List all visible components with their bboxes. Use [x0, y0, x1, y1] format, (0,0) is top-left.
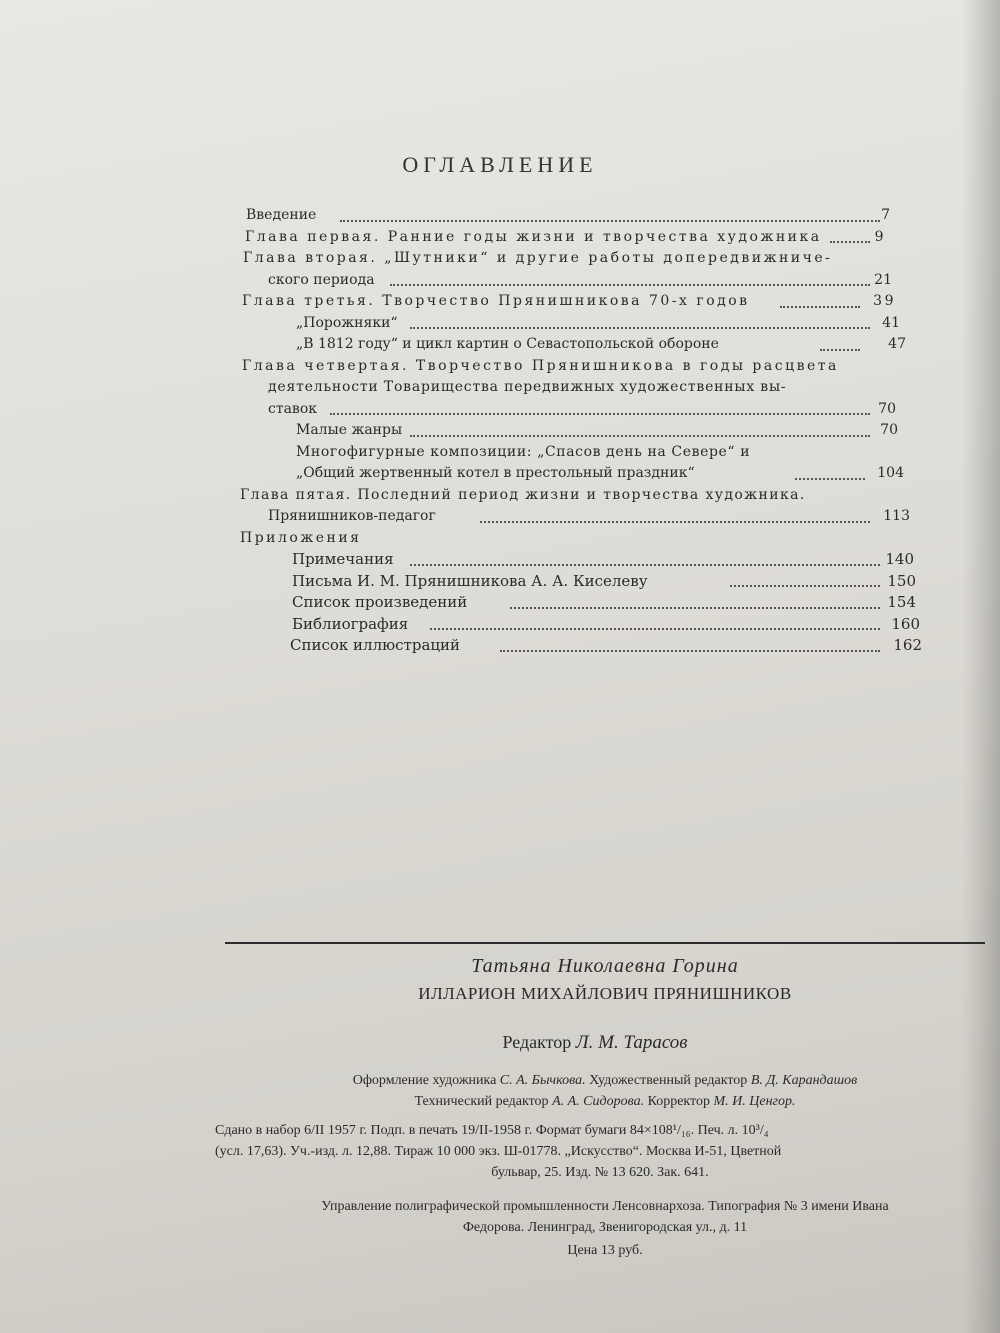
tech-editor-label: Технический редактор	[414, 1094, 549, 1109]
toc-entry	[240, 377, 920, 399]
plant-line: Управление полиграфической промышленности Ленсовнархоза. Типография № 3 имени Ивана	[321, 1199, 889, 1214]
print-details	[215, 1120, 985, 1183]
table-of-contents	[240, 205, 920, 657]
toc-entry-page: 70	[878, 400, 896, 417]
toc-entry	[240, 227, 920, 249]
editor-name: Л. М. Тарасов	[575, 1032, 688, 1053]
toc-entry-page: 47	[888, 336, 906, 352]
art-editor-label: Художественный редактор	[589, 1073, 748, 1088]
toc-entry	[240, 313, 920, 335]
toc-entry-page: 150	[887, 571, 916, 590]
toc-entry-text: Глава третья. Творчество Прянишникова 70-х годов	[242, 293, 750, 309]
toc-entry-text: „Порожняки“	[296, 314, 398, 331]
toc-entry	[240, 571, 920, 593]
toc-entry	[240, 549, 920, 571]
toc-entry	[240, 614, 920, 636]
toc-entry-page: 162	[893, 636, 922, 654]
toc-entry-text: Введение	[246, 207, 317, 223]
toc-entry	[240, 635, 920, 657]
print-line: (усл. 17,63). Уч.-изд. л. 12,88. Тираж 10 000 экз. Ш-01778. „Искусство“. Москва И-51, Цветной	[215, 1144, 782, 1159]
toc-entry	[240, 399, 920, 421]
toc-entry-text: „В 1812 году“ и цикл картин о Севастопольской обороне	[296, 336, 719, 352]
toc-entry-text: Список произведений	[292, 593, 468, 611]
toc-entry	[240, 270, 920, 292]
toc-entry-text: Письма И. М. Прянишникова А. А. Киселеву	[292, 571, 648, 590]
toc-entry-page: 140	[885, 550, 914, 568]
toc-entry-page: 160	[891, 614, 920, 633]
toc-title: ОГЛАВЛЕНИЕ	[402, 152, 598, 177]
toc-entry-text: Глава вторая. „Шутники“ и другие работы допередвижниче-	[243, 250, 833, 266]
author-name: Татьяна Николаевна Горина	[471, 955, 739, 977]
toc-entry-text: Глава пятая. Последний период жизни и творчества художника.	[240, 486, 806, 503]
toc-entry	[240, 442, 920, 464]
toc-entry-text: деятельности Товарищества передвижных художественных вы-	[268, 379, 787, 395]
editor-label: Редактор	[502, 1032, 572, 1052]
toc-entry-page: 154	[887, 593, 916, 611]
toc-entry-text: Приложения	[240, 529, 362, 546]
printing-plant	[210, 1196, 1000, 1238]
toc-entry	[240, 205, 920, 227]
corrector-name: М. И. Ценгор.	[713, 1094, 796, 1109]
toc-entry-page: 21	[874, 271, 892, 288]
toc-entry-page: 39	[873, 293, 896, 309]
toc-entry	[240, 291, 920, 313]
book-title: ИЛЛАРИОН МИХАЙЛОВИЧ ПРЯНИШНИКОВ	[418, 984, 792, 1003]
toc-entry-text: ского периода	[268, 271, 375, 288]
toc-entry-text: Примечания	[292, 550, 394, 568]
toc-entry-text: Малые жанры	[296, 422, 403, 438]
divider-rule	[225, 942, 985, 944]
toc-entry-text: ставок	[268, 400, 317, 417]
editor-line	[200, 1032, 990, 1054]
toc-entry-page: 41	[882, 314, 900, 331]
art-editor-name: В. Д. Карандашов	[750, 1073, 858, 1088]
toc-entry-page: 104	[877, 465, 904, 481]
toc-entry-text: „Общий жертвенный котел в престольный праздник“	[296, 465, 695, 481]
toc-entry	[240, 334, 920, 356]
toc-entry	[240, 485, 920, 507]
toc-entry-text: Список иллюстраций	[290, 636, 461, 654]
toc-entry-page: 9	[874, 228, 886, 245]
toc-entry-page: 70	[880, 422, 898, 438]
price: Цена 13 руб.	[567, 1243, 643, 1258]
plant-line: Федорова. Ленинград, Звенигородская ул., д. 11	[462, 1220, 748, 1235]
toc-entry-text: Глава первая. Ранние годы жизни и творчества художника	[245, 228, 822, 245]
toc-entry-page: 113	[883, 508, 910, 524]
tech-editor-name: А. А. Сидорова.	[552, 1094, 645, 1109]
design-label: Оформление художника	[352, 1073, 497, 1088]
toc-entry	[240, 420, 920, 442]
toc-entry-text: Глава четвертая. Творчество Прянишникова в годы расцвета	[242, 357, 839, 374]
toc-entry	[240, 506, 920, 528]
design-name: С. А. Бычкова.	[499, 1073, 586, 1088]
toc-entry	[240, 463, 920, 485]
toc-entry-text: Библиография	[292, 614, 409, 633]
print-line: бульвар, 25. Изд. № 13 620. Зак. 641.	[491, 1165, 709, 1180]
toc-entry-page: 7	[881, 207, 890, 223]
toc-entry	[240, 248, 920, 270]
design-credits	[210, 1070, 1000, 1112]
print-line: Сдано в набор 6/II 1957 г. Подп. в печать 19/II-1958 г. Формат бумаги 84×108¹/₁₆. Печ. л. 10³/₄	[215, 1123, 769, 1138]
toc-entry-text: Многофигурные композиции: „Спасов день на Севере“ и	[296, 443, 751, 460]
toc-entry	[240, 528, 920, 550]
corrector-label: Корректор	[647, 1094, 710, 1109]
toc-entry-text: Прянишников-педагог	[268, 508, 436, 524]
toc-entry	[240, 592, 920, 614]
toc-entry	[240, 356, 920, 378]
